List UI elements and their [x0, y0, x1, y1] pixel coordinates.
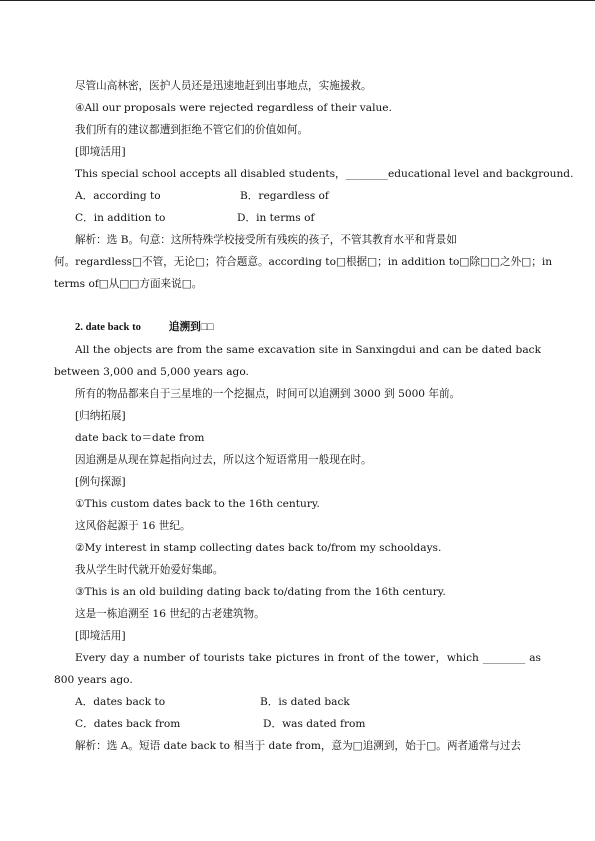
section-label: [即境活用]	[75, 146, 126, 158]
option-a: A．dates back to	[75, 696, 166, 708]
option-c: C．in addition to	[75, 212, 166, 224]
analysis-line: 解析：选 B。句意：这所特殊学校接受所有残疾的孩子，不管其教育水平和背景如	[75, 234, 457, 246]
example-sentence: ④All our proposals were rejected regardless of their value.	[75, 102, 392, 114]
translation-line: 我们所有的建议都遭到拒绝不管它们的价值如何。	[75, 124, 309, 136]
note-line: date back to＝date from	[75, 432, 205, 444]
phrase-heading	[75, 321, 541, 335]
example-paragraph: All the objects are from the same excavation site in Sanxingdui and can be dated back	[75, 344, 541, 356]
example-sentence: ②My interest in stamp collecting dates back to/from my schooldays.	[75, 542, 442, 554]
exercise-question: 800 years ago.	[54, 674, 133, 686]
option-b: B．is dated back	[260, 696, 350, 708]
note-line: 因追溯是从现在算起指向过去，所以这个短语常用一般现在时。	[75, 454, 372, 466]
page-top-rule	[0, 0, 595, 1]
analysis-line: terms of□从□□方面来说□。	[54, 278, 203, 290]
section-label: [例句探源]	[75, 476, 126, 488]
option-c: C．dates back from	[75, 718, 181, 730]
example-paragraph: between 3,000 and 5,000 years ago.	[54, 366, 249, 378]
translation-line: 所有的物品都来自于三星堆的一个挖掘点，时间可以追溯到 3000 到 5000 年前。	[75, 388, 461, 400]
phrase-heading-zh: 追溯到□□	[168, 322, 214, 333]
option-d: D．in terms of	[237, 212, 315, 224]
translation-line: 尽管山高林密，医护人员还是迅速地赶到出事地点，实施援救。	[75, 80, 372, 92]
option-b: B．regardless of	[240, 190, 329, 202]
option-row	[75, 189, 541, 203]
section-label: [归纳拓展]	[75, 410, 126, 422]
option-d: D．was dated from	[263, 718, 366, 730]
analysis-line: 何。regardless□不管，无论□；符合题意。according to□根据□；in addition to□除□□之外□；in	[54, 256, 553, 268]
option-row	[75, 211, 541, 225]
analysis-line: 解析：选 A。短语 date back to 相当于 date from，意为□追溯到，始于□。两者通常与过去	[75, 740, 522, 752]
translation-line: 我从学生时代就开始爱好集邮。	[75, 564, 224, 576]
translation-line: 这是一栋追溯至 16 世纪的古老建筑物。	[75, 608, 265, 620]
section-label: [即境活用]	[75, 630, 126, 642]
option-a: A．according to	[75, 190, 161, 202]
translation-line: 这风俗起源于 16 世纪。	[75, 520, 191, 532]
option-row	[75, 717, 541, 731]
exercise-question: This special school accepts all disabled students，________educational level and background.	[75, 168, 574, 180]
exercise-question: Every day a number of tourists take pictures in front of the tower，which ________ as	[75, 652, 541, 664]
option-row	[75, 695, 541, 709]
phrase-heading-en: 2. date back to	[75, 322, 141, 333]
example-sentence: ①This custom dates back to the 16th century.	[75, 498, 320, 510]
example-sentence: ③This is an old building dating back to/dating from the 16th century.	[75, 586, 446, 598]
